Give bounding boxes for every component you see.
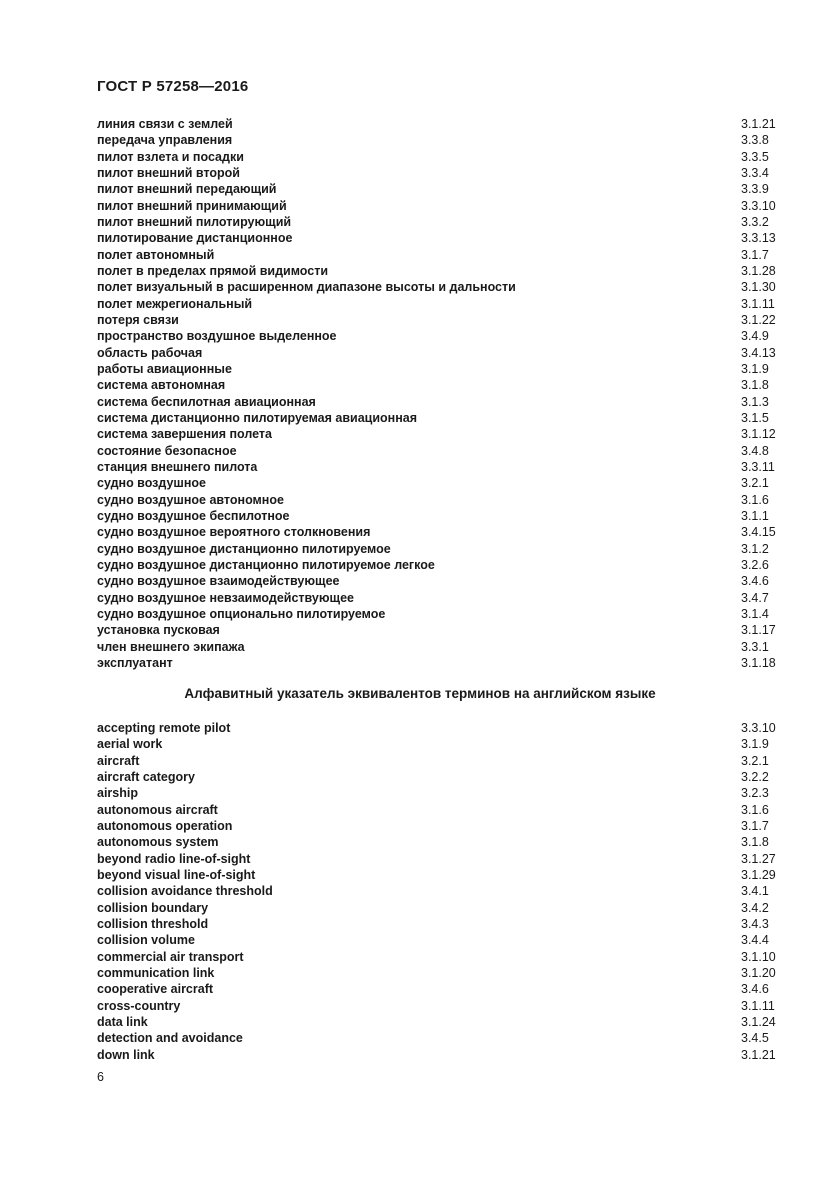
index-term: судно воздушное беспилотное	[97, 508, 290, 523]
index-term: пилот внешний принимающий	[97, 198, 287, 213]
index-term: beyond visual line-of-sight	[97, 867, 256, 882]
page-number: 6	[97, 1070, 104, 1084]
index-row	[97, 1014, 789, 1030]
index-clause-ref: 3.4.13	[741, 345, 776, 360]
index-row	[97, 590, 789, 606]
index-row	[97, 377, 789, 393]
index-clause-ref: 3.1.4	[741, 606, 769, 621]
index-clause-ref: 3.1.10	[741, 949, 776, 964]
index-term: полет межрегиональный	[97, 296, 253, 311]
index-row	[97, 769, 789, 785]
index-term: система завершения полета	[97, 427, 272, 442]
index-term: линия связи с землей	[97, 117, 233, 131]
index-term: состояние безопасное	[97, 443, 237, 458]
index-term: beyond radio line-of-sight	[97, 851, 251, 866]
index-term: collision threshold	[97, 916, 209, 931]
index-term: airship	[97, 786, 138, 801]
index-clause-ref: 3.3.9	[741, 182, 769, 197]
index-clause-ref: 3.4.8	[741, 443, 769, 458]
index-row	[97, 883, 789, 899]
index-clause-ref: 3.3.5	[741, 149, 769, 164]
index-clause-ref: 3.1.8	[741, 835, 769, 850]
index-term: aerial work	[97, 737, 163, 752]
index-clause-ref: 3.3.2	[741, 214, 769, 229]
index-row	[97, 834, 789, 850]
index-row	[97, 214, 789, 230]
index-term: член внешнего экипажа	[97, 639, 245, 654]
index-term: пилот внешний второй	[97, 165, 240, 180]
index-clause-ref: 3.1.6	[741, 492, 769, 507]
index-term: эксплуатант	[97, 655, 173, 670]
index-term: установка пусковая	[97, 623, 220, 638]
index-row	[97, 949, 789, 965]
index-row	[97, 345, 789, 361]
index-clause-ref: 3.3.11	[741, 459, 775, 474]
index-row	[97, 492, 789, 508]
index-clause-ref: 3.1.27	[741, 851, 776, 866]
index-clause-ref: 3.2.1	[741, 476, 769, 491]
index-row	[97, 524, 789, 540]
index-clause-ref: 3.1.29	[741, 867, 776, 882]
index-row	[97, 475, 789, 491]
index-row	[97, 247, 789, 263]
index-term: судно воздушное	[97, 476, 206, 491]
index-row	[97, 279, 789, 295]
index-clause-ref: 3.4.4	[741, 933, 769, 948]
index-term: система беспилотная авиационная	[97, 394, 316, 409]
index-term: commercial air transport	[97, 949, 244, 964]
english-term-index	[97, 720, 789, 1063]
index-row	[97, 1030, 789, 1046]
index-clause-ref: 3.2.6	[741, 557, 769, 572]
index-term: пилот внешний пилотирующий	[97, 214, 292, 229]
index-row	[97, 426, 789, 442]
index-clause-ref: 3.3.10	[741, 198, 776, 213]
index-term: cross-country	[97, 998, 181, 1013]
index-row	[97, 867, 789, 883]
index-row	[97, 149, 789, 165]
index-clause-ref: 3.1.18	[741, 655, 776, 670]
index-term: область рабочая	[97, 345, 203, 360]
index-clause-ref: 3.1.20	[741, 965, 776, 980]
index-row	[97, 328, 789, 344]
index-term: autonomous aircraft	[97, 802, 218, 817]
index-term: судно воздушное опционально пилотируемое	[97, 606, 386, 621]
index-clause-ref: 3.2.1	[741, 753, 769, 768]
index-term: accepting remote pilot	[97, 721, 231, 735]
index-clause-ref: 3.1.17	[741, 623, 776, 638]
index-row	[97, 802, 789, 818]
index-term: autonomous operation	[97, 818, 233, 833]
index-clause-ref: 3.1.6	[741, 802, 769, 817]
index-row	[97, 736, 789, 752]
index-clause-ref: 3.4.6	[741, 982, 769, 997]
index-clause-ref: 3.4.2	[741, 900, 769, 915]
index-clause-ref: 3.3.8	[741, 133, 769, 148]
index-clause-ref: 3.2.3	[741, 786, 769, 801]
index-row	[97, 932, 789, 948]
index-term: судно воздушное автономное	[97, 492, 284, 507]
index-row	[97, 916, 789, 932]
index-row	[97, 818, 789, 834]
index-clause-ref: 3.1.21	[741, 1047, 776, 1062]
index-term: судно воздушное вероятного столкновения	[97, 525, 371, 540]
index-row	[97, 459, 789, 475]
index-clause-ref: 3.1.2	[741, 541, 769, 556]
index-term: cooperative aircraft	[97, 982, 214, 997]
index-row	[97, 1047, 789, 1063]
index-term: aircraft	[97, 753, 140, 768]
index-row	[97, 573, 789, 589]
index-row	[97, 361, 789, 377]
index-clause-ref: 3.1.1	[741, 508, 769, 523]
index-clause-ref: 3.4.5	[741, 1031, 769, 1046]
index-term: detection and avoidance	[97, 1031, 243, 1046]
english-index-heading: Алфавитный указатель эквивалентов терминов на английском языке	[184, 686, 656, 701]
index-clause-ref: 3.1.11	[741, 296, 775, 311]
index-row	[97, 965, 789, 981]
index-row	[97, 998, 789, 1014]
index-term: data link	[97, 1014, 148, 1029]
index-term: судно воздушное дистанционно пилотируемое легкое	[97, 557, 435, 572]
index-clause-ref: 3.1.24	[741, 1014, 776, 1029]
index-clause-ref: 3.1.9	[741, 361, 769, 376]
russian-term-index	[97, 116, 789, 671]
index-term: aircraft category	[97, 769, 195, 784]
index-term: collision volume	[97, 933, 195, 948]
index-term: система дистанционно пилотируемая авиационная	[97, 410, 418, 425]
index-term: судно воздушное дистанционно пилотируемое	[97, 541, 391, 556]
index-clause-ref: 3.4.6	[741, 574, 769, 589]
index-clause-ref: 3.1.7	[741, 247, 769, 262]
index-clause-ref: 3.3.1	[741, 639, 769, 654]
index-term: autonomous system	[97, 835, 219, 850]
index-clause-ref: 3.3.10	[741, 721, 776, 735]
index-row	[97, 230, 789, 246]
index-clause-ref: 3.1.3	[741, 394, 769, 409]
index-row	[97, 263, 789, 279]
index-term: судно воздушное взаимодействующее	[97, 574, 340, 589]
index-clause-ref: 3.1.11	[741, 998, 775, 1013]
index-clause-ref: 3.3.13	[741, 231, 776, 246]
index-row	[97, 198, 789, 214]
index-row	[97, 785, 789, 801]
index-term: полет автономный	[97, 247, 215, 262]
index-row	[97, 541, 789, 557]
index-row	[97, 900, 789, 916]
index-term: работы авиационные	[97, 361, 232, 376]
index-row	[97, 181, 789, 197]
document-header: ГОСТ Р 57258—2016	[97, 78, 249, 95]
index-term: пространство воздушное выделенное	[97, 329, 337, 344]
index-clause-ref: 3.4.15	[741, 525, 776, 540]
index-clause-ref: 3.1.7	[741, 818, 769, 833]
index-row	[97, 312, 789, 328]
index-row	[97, 655, 789, 671]
index-term: пилот внешний передающий	[97, 182, 277, 197]
index-row	[97, 508, 789, 524]
index-row	[97, 606, 789, 622]
index-term: станция внешнего пилота	[97, 459, 258, 474]
index-row	[97, 753, 789, 769]
index-row	[97, 116, 789, 132]
index-clause-ref: 3.1.22	[741, 312, 776, 327]
index-row	[97, 165, 789, 181]
index-term: пилот взлета и посадки	[97, 149, 244, 164]
index-clause-ref: 3.4.7	[741, 590, 769, 605]
index-row	[97, 639, 789, 655]
index-row	[97, 394, 789, 410]
index-row	[97, 851, 789, 867]
index-clause-ref: 3.4.9	[741, 329, 769, 344]
index-row	[97, 296, 789, 312]
index-row	[97, 557, 789, 573]
index-term: система автономная	[97, 378, 226, 393]
index-term: down link	[97, 1047, 155, 1062]
index-clause-ref: 3.2.2	[741, 769, 769, 784]
index-term: потеря связи	[97, 312, 179, 327]
index-row	[97, 622, 789, 638]
index-term: судно воздушное невзаимодействующее	[97, 590, 354, 605]
index-clause-ref: 3.1.28	[741, 263, 776, 278]
index-term: collision avoidance threshold	[97, 884, 273, 899]
index-row	[97, 132, 789, 148]
index-clause-ref: 3.4.3	[741, 916, 769, 931]
index-term: полет в пределах прямой видимости	[97, 263, 329, 278]
index-term: пилотирование дистанционное	[97, 231, 293, 246]
index-clause-ref: 3.1.8	[741, 378, 769, 393]
index-clause-ref: 3.1.5	[741, 410, 769, 425]
index-term: передача управления	[97, 133, 233, 148]
index-clause-ref: 3.1.9	[741, 737, 769, 752]
index-term: communication link	[97, 965, 215, 980]
index-clause-ref: 3.4.1	[741, 884, 769, 899]
index-row	[97, 410, 789, 426]
index-clause-ref: 3.1.12	[741, 427, 776, 442]
index-clause-ref: 3.3.4	[741, 165, 769, 180]
index-clause-ref: 3.1.21	[741, 117, 776, 131]
index-row	[97, 981, 789, 997]
index-clause-ref: 3.1.30	[741, 280, 776, 295]
index-row	[97, 720, 789, 736]
index-term: полет визуальный в расширенном диапазоне высоты и дальности	[97, 280, 516, 295]
index-term: collision boundary	[97, 900, 209, 915]
index-row	[97, 443, 789, 459]
